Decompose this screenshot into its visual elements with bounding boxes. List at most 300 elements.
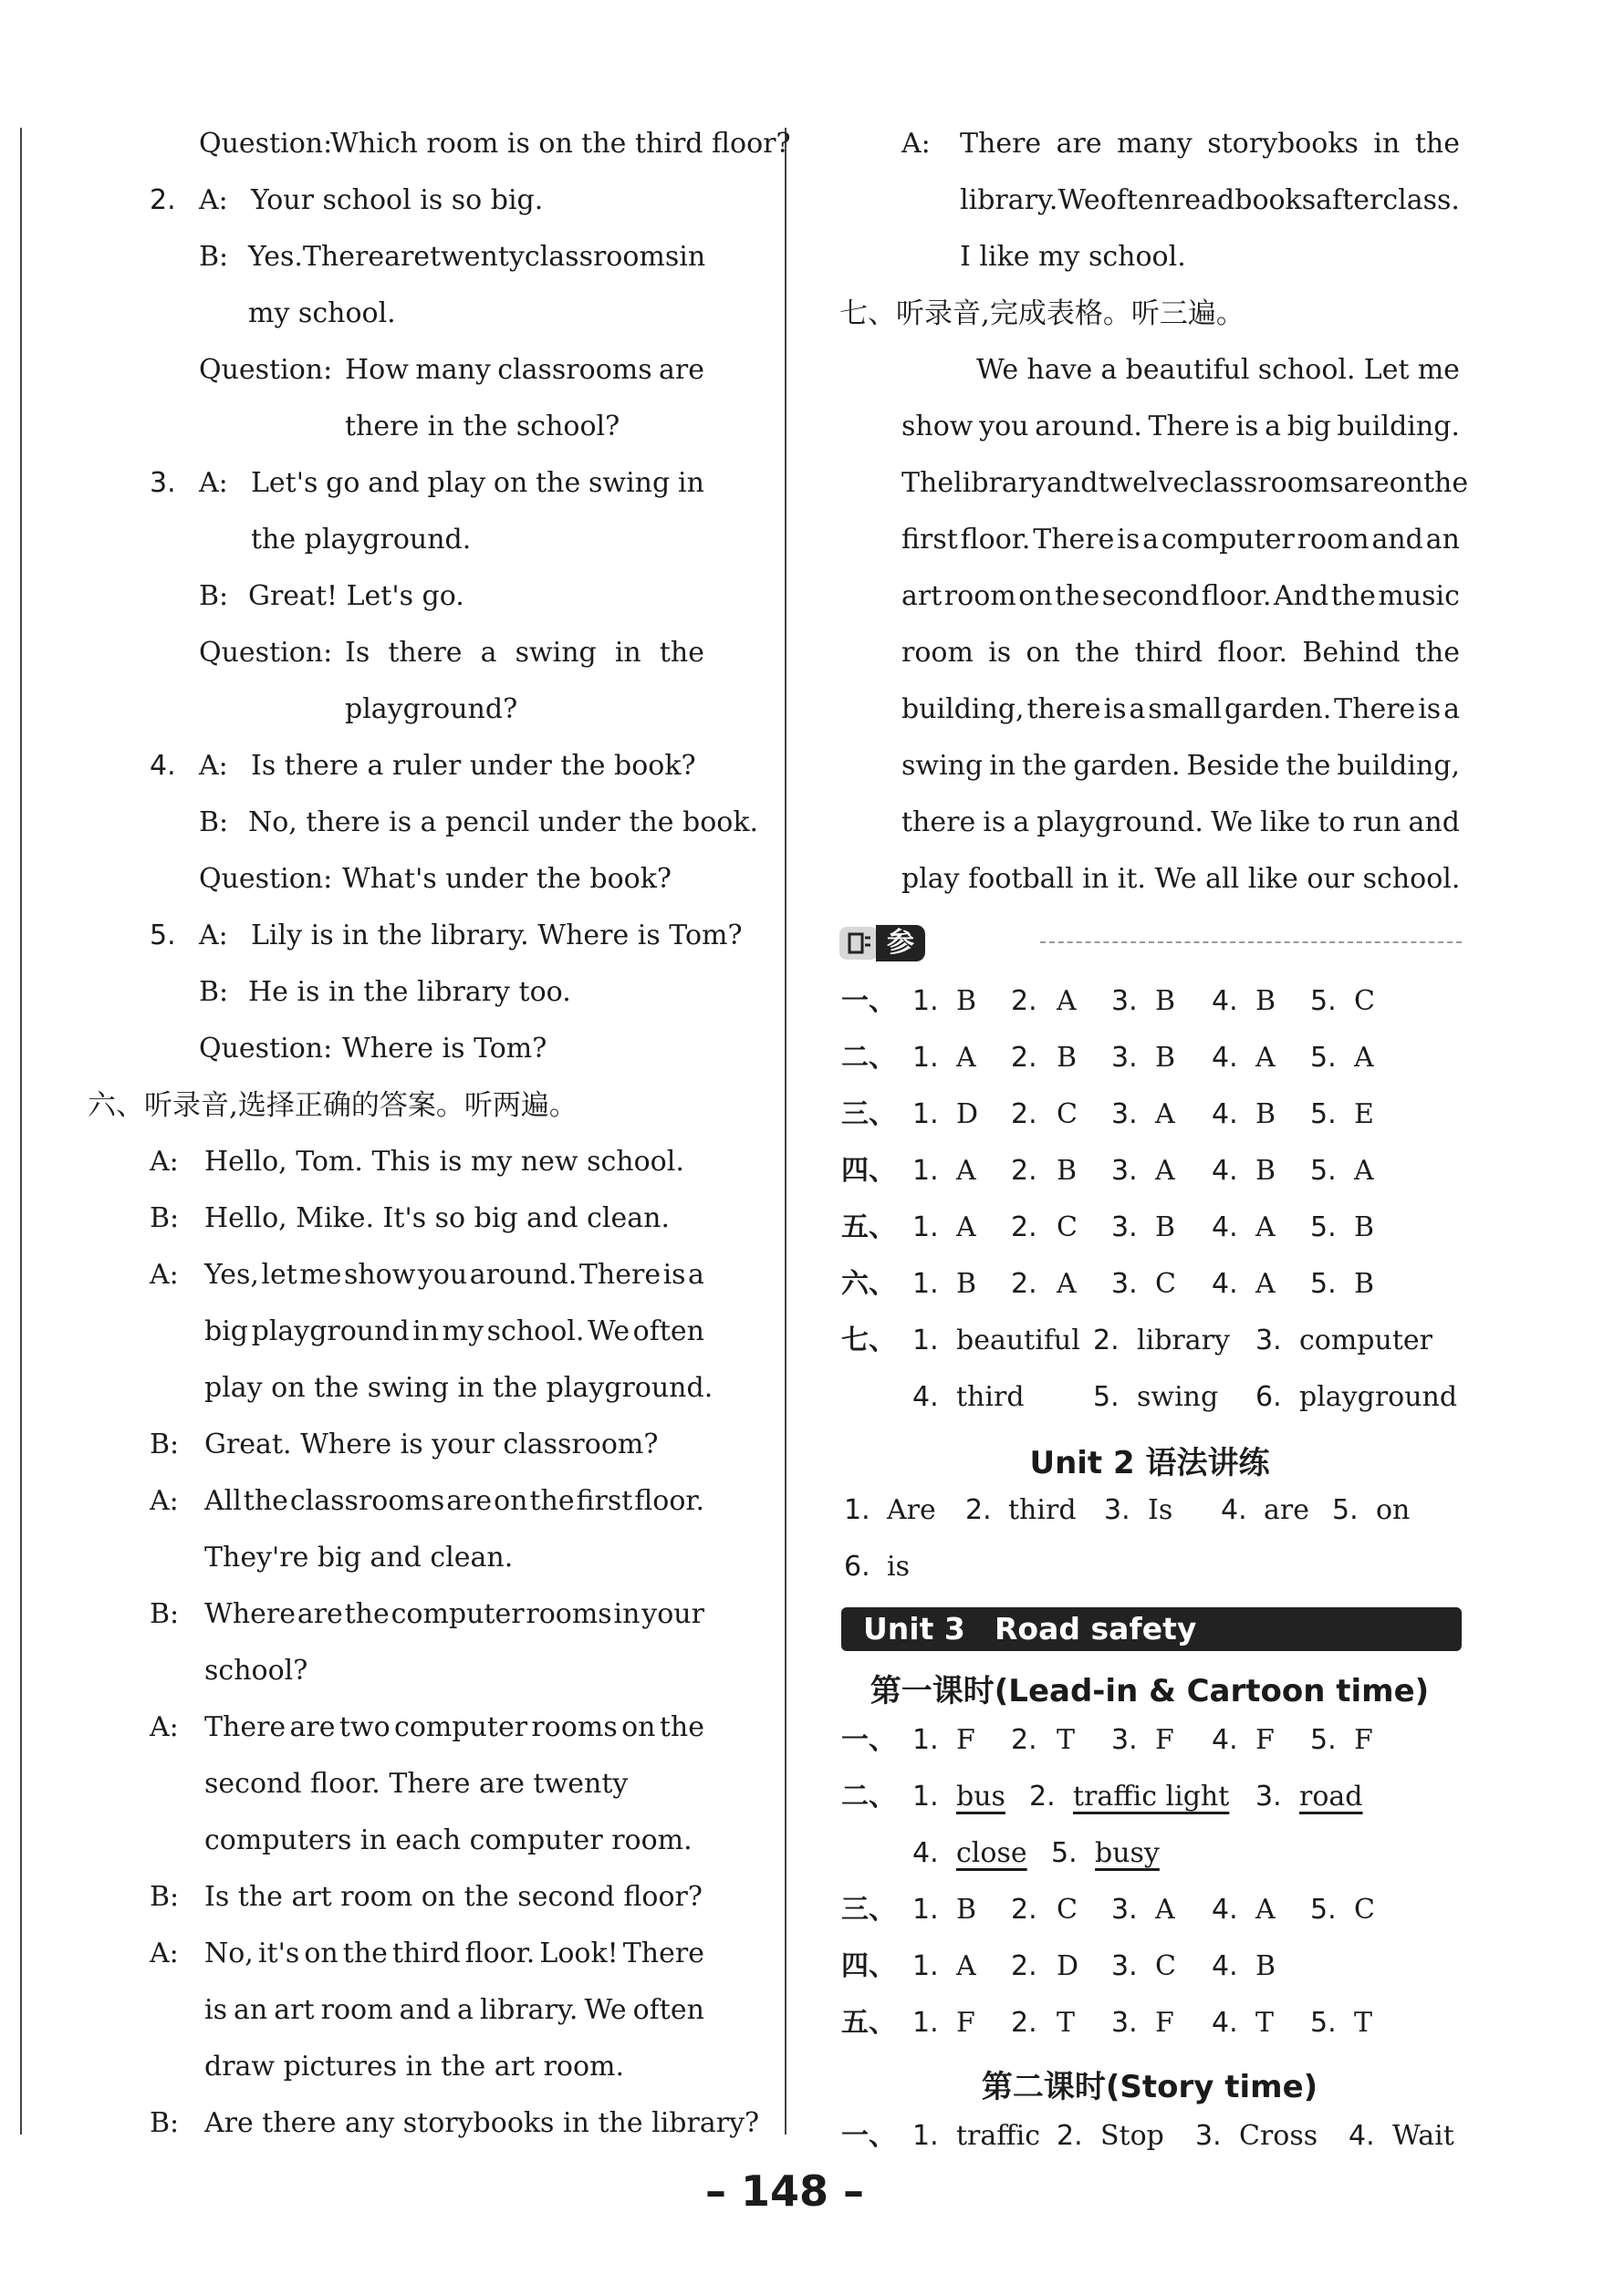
answer-value: B [1255, 1098, 1276, 1130]
word: floor. [464, 1938, 536, 1969]
answer-value: third [1008, 1494, 1077, 1526]
answer-number: 5. [1310, 2007, 1337, 2039]
word: big [1286, 410, 1331, 442]
word: show [901, 410, 974, 442]
answer-number: 1. [912, 1894, 939, 1926]
section-label: 五、 [841, 2007, 896, 2039]
dialog-line: Hello, Tom. This is my new school. [204, 1146, 684, 1178]
answer-number: 2. [1011, 1950, 1037, 1982]
dialog-line: Lily is in the library. Where is Tom? [251, 919, 743, 951]
word: show [343, 1259, 416, 1291]
answer-value: Is [1148, 1494, 1173, 1526]
dialog-line: No, there is a pencil under the book. [248, 806, 759, 838]
answer-number: 2. [1011, 1894, 1037, 1926]
dialog-line [251, 465, 704, 502]
lesson2-title: 第二课时(Story time) [981, 2069, 1318, 2105]
question-text [345, 635, 704, 671]
word: around. [469, 1259, 578, 1291]
dialog-line: Are there any storybooks in the library? [204, 2107, 760, 2139]
word: Look! [539, 1938, 619, 1969]
word: There [578, 1259, 661, 1291]
answer-value: on [1376, 1494, 1411, 1526]
passage-line [976, 352, 1460, 389]
word: art [901, 580, 943, 612]
dialog-line [204, 1257, 704, 1293]
section-label: 一、 [841, 2120, 896, 2152]
word: and [1047, 467, 1099, 499]
speaker-label: A: [199, 467, 228, 499]
word: in [613, 1598, 641, 1630]
word: it's [257, 1938, 300, 1969]
answer-number: 2. [1011, 1042, 1037, 1074]
word: art [274, 1994, 315, 2026]
word: on [494, 1485, 528, 1517]
answer-number: 4. [1212, 2007, 1238, 2039]
answer-value: F [1255, 1724, 1275, 1756]
book-icon [839, 927, 878, 960]
speaker-label: B: [199, 241, 229, 273]
question-label: Question: [199, 354, 333, 386]
word: playground [251, 1315, 410, 1347]
answer-number: 5. [1310, 1268, 1337, 1300]
answer-value: B [1255, 985, 1276, 1017]
answer-number: 4. [1212, 1724, 1238, 1756]
dialog-line: Is the art room on the second floor? [204, 1881, 703, 1913]
speaker-label: A: [199, 919, 228, 951]
answer-number: 1. [912, 1211, 939, 1243]
answer-value: A [1057, 985, 1077, 1017]
answer-value: B [956, 1268, 977, 1300]
answer-number: 2. [965, 1494, 992, 1526]
section-label: 四、 [841, 1155, 896, 1187]
speaker-label: B: [150, 1598, 180, 1630]
word: computer [1161, 524, 1295, 556]
word: are [384, 241, 431, 273]
answer-number: 4. [1212, 1950, 1238, 1982]
passage-line: play football in it. We all like our school. [901, 863, 1461, 895]
section-title-6: 六、听录音,选择正确的答案。听两遍。 [88, 1089, 578, 1122]
book-icon-glyph [839, 927, 878, 960]
answer-number: 4. [1212, 1268, 1238, 1300]
section-title-7: 七、听录音,完成表格。听三遍。 [839, 297, 1245, 330]
word: are [1343, 467, 1390, 499]
word: There [204, 1711, 286, 1743]
word: We [976, 354, 1019, 386]
word: Yes, [204, 1259, 259, 1291]
dialog-line [248, 239, 704, 275]
word: a [480, 637, 497, 669]
answer-number: 3. [1255, 1781, 1282, 1813]
word: an [1425, 524, 1460, 556]
answer-number: 1. [912, 1042, 939, 1074]
word: Let [1363, 354, 1410, 386]
answer-value: C [1057, 1211, 1078, 1243]
item-number: 3. [150, 467, 176, 499]
unit-label: Unit 3 [863, 1611, 965, 1647]
word: room [1297, 524, 1370, 556]
answer-number: 3. [1111, 1894, 1138, 1926]
word: floor. [634, 1485, 704, 1517]
section-label: 三、 [841, 1098, 896, 1130]
question-label: Question: [199, 863, 333, 895]
word: and [1371, 524, 1423, 556]
answer-number: 5. [1310, 1042, 1337, 1074]
speaker-label: A: [150, 1259, 179, 1291]
word: on [493, 467, 528, 499]
answer-number: 5. [1093, 1381, 1120, 1413]
answer-number: 3. [1111, 1724, 1138, 1756]
word: library. [479, 1994, 578, 2026]
word: There [302, 241, 385, 273]
answer-number: 4. [912, 1381, 939, 1413]
word: No, [204, 1938, 254, 1969]
answer-value: B [1155, 1211, 1176, 1243]
word: There [1334, 693, 1416, 725]
word: floor. [960, 524, 1031, 556]
unit3-banner [841, 1607, 1462, 1651]
word: beautiful [1125, 354, 1250, 386]
word: rooms [526, 1598, 612, 1630]
answer-number: 3. [1111, 1098, 1138, 1130]
dialog-line [204, 1314, 704, 1350]
answer-header-title: 参考答案 [876, 925, 925, 961]
answer-number: 2. [1011, 1155, 1037, 1187]
speaker-label: A: [150, 1485, 179, 1517]
answer-number: 6. [1255, 1381, 1282, 1413]
word: in [678, 467, 704, 499]
word: There [1033, 524, 1115, 556]
answer-number: 4. [1221, 1494, 1247, 1526]
answer-number: 3. [1111, 1042, 1138, 1074]
answer-value: A [1255, 1268, 1276, 1300]
word: often [632, 1315, 704, 1347]
section-label: 二、 [841, 1042, 896, 1074]
word: And [1274, 580, 1329, 612]
passage-line [901, 748, 1460, 784]
word: me [299, 1259, 342, 1291]
word: big [204, 1315, 249, 1347]
answer-value: close [956, 1837, 1027, 1869]
word: Yes. [248, 241, 303, 273]
word: room [943, 580, 1016, 612]
answer-number: 5. [1310, 1724, 1337, 1756]
word: class. [1382, 184, 1460, 216]
word: computer [394, 1711, 528, 1743]
word: play [427, 467, 486, 499]
word: a [1129, 693, 1146, 725]
answer-value: busy [1095, 1837, 1160, 1869]
word: There [622, 1938, 704, 1969]
word: floor. [1201, 580, 1272, 612]
word: the [1022, 750, 1068, 782]
word: many [415, 354, 491, 386]
word: a [688, 1259, 704, 1291]
answer-number: 2. [1011, 1268, 1037, 1300]
answer-value: A [1155, 1894, 1175, 1926]
word: twenty [430, 241, 525, 273]
word: a [457, 1994, 474, 2026]
word: in [412, 1315, 440, 1347]
word: read [1172, 184, 1235, 216]
answer-value: traffic light [1073, 1781, 1230, 1813]
section-label: 三、 [841, 1894, 896, 1926]
section-label: 五、 [841, 1211, 896, 1243]
word: and [399, 1994, 451, 2026]
question-text: What's under the book? [342, 863, 672, 895]
answer-number: 2. [1011, 1098, 1037, 1130]
passage-line [901, 465, 1469, 502]
word: storybooks [1207, 128, 1359, 160]
section-label: 一、 [841, 985, 896, 1017]
answer-value: A [956, 1950, 976, 1982]
speaker-label: A: [150, 1711, 179, 1743]
dialog-line: school? [204, 1655, 308, 1687]
word: Is [345, 637, 370, 669]
question-label: Question: [199, 637, 333, 669]
word: garden. [1073, 750, 1181, 782]
word: the [1055, 580, 1100, 612]
answer-value: Are [887, 1494, 936, 1526]
word: school. [1257, 354, 1356, 386]
answer-number: 1. [912, 1950, 939, 1982]
question-text: Where is Tom? [342, 1033, 547, 1065]
answer-number: 2. [1011, 1211, 1037, 1243]
word: playground. [1036, 806, 1203, 838]
word: in [614, 637, 641, 669]
unit-title: Road safety [995, 1611, 1197, 1647]
answer-value: F [956, 2007, 975, 2039]
word: two [339, 1711, 391, 1743]
answer-number: 1. [912, 2120, 939, 2152]
question-text: Which room is on the third floor? [330, 128, 791, 160]
answer-value: beautiful [956, 1325, 1080, 1356]
answer-number: 1. [844, 1494, 870, 1526]
page-number: – 148 – [704, 2166, 865, 2216]
answer-number: 5. [1310, 985, 1337, 1017]
answer-value: A [1255, 1211, 1276, 1243]
word: many [1117, 128, 1193, 160]
dialog-line: draw pictures in the art room. [204, 2051, 625, 2083]
dialog-line: Great. Where is your classroom? [204, 1429, 659, 1460]
speaker-label: B: [199, 580, 229, 612]
answer-number: 3. [1111, 1211, 1138, 1243]
word: is [1103, 693, 1127, 725]
answer-value: E [1354, 1098, 1374, 1130]
word: a [1142, 524, 1159, 556]
answer-number: 1. [912, 985, 939, 1017]
answer-value: Wait [1392, 2120, 1454, 2152]
word: on [304, 1938, 339, 1969]
word: building, [901, 693, 1025, 725]
answer-value: C [1057, 1894, 1078, 1926]
answer-value: A [1354, 1042, 1374, 1074]
word: the [1330, 580, 1376, 612]
answer-number: 5. [1310, 1211, 1337, 1243]
answer-value: B [956, 1894, 977, 1926]
word: your [641, 1598, 704, 1630]
answer-number: 4. [1349, 2120, 1375, 2152]
passage-line [901, 691, 1460, 728]
answer-number: 2. [1011, 2007, 1037, 2039]
answer-number: 4. [1212, 1155, 1238, 1187]
word: an [234, 1994, 268, 2026]
word: there [1026, 693, 1101, 725]
item-number: 4. [150, 750, 176, 782]
answer-number: 2. [1011, 985, 1037, 1017]
answer-value: A [1057, 1268, 1077, 1300]
answer-value: playground [1299, 1381, 1458, 1413]
word: are [446, 1485, 493, 1517]
word: classrooms [1189, 467, 1344, 499]
word: rooms [531, 1711, 618, 1743]
word: is [1235, 410, 1259, 442]
dialog-line: my school. [248, 297, 396, 329]
word: swing [588, 467, 671, 499]
word: We [1210, 806, 1254, 838]
question-text: playground? [345, 693, 518, 725]
word: How [345, 354, 409, 386]
dialog-line: He is in the library too. [248, 976, 571, 1008]
question-label: Question: [199, 128, 333, 160]
word: on [1026, 637, 1060, 669]
word: library [953, 467, 1047, 499]
word: books [1234, 184, 1317, 216]
answer-value: B [956, 985, 977, 1017]
word: often [632, 1994, 704, 2026]
left-margin-rule [20, 128, 22, 2135]
answer-value: A [956, 1042, 976, 1074]
word: and [1408, 806, 1460, 838]
answer-value: library [1137, 1325, 1230, 1356]
answer-number: 4. [1212, 1098, 1238, 1130]
answer-value: F [1354, 1724, 1373, 1756]
word: run [1352, 806, 1401, 838]
lesson1-title: 第一课时(Lead-in & Cartoon time) [870, 1673, 1430, 1709]
speaker-label: B: [150, 1881, 180, 1913]
word: classrooms [497, 354, 652, 386]
answer-value: swing [1137, 1381, 1219, 1413]
word: small [1148, 693, 1223, 725]
dialog-line [204, 1709, 704, 1746]
word: to [1318, 806, 1346, 838]
word: is [204, 1994, 227, 2026]
answer-number: 2. [1057, 2120, 1083, 2152]
word: We [587, 1315, 630, 1347]
speaker-label: B: [199, 806, 229, 838]
word: swing [901, 750, 984, 782]
answer-value: A [1255, 1042, 1276, 1074]
answer-value: A [956, 1155, 976, 1187]
column-divider [785, 128, 786, 2135]
word: are [297, 1598, 343, 1630]
word: the [1286, 750, 1331, 782]
answer-value: is [887, 1551, 910, 1583]
word: the [1423, 467, 1469, 499]
question-text: there in the school? [345, 410, 620, 442]
word: We [1057, 184, 1100, 216]
word: often [1099, 184, 1172, 216]
section-label: 六、 [841, 1268, 896, 1300]
word: in [679, 241, 706, 273]
word: a [1265, 410, 1281, 442]
word: room [901, 637, 974, 669]
speaker-label: B: [150, 1202, 180, 1234]
word: on [621, 1711, 656, 1743]
answer-value: T [1057, 2007, 1076, 2039]
passage-line [901, 409, 1460, 445]
speaker-label: A: [901, 128, 931, 160]
word: All [204, 1485, 242, 1517]
answer-value: C [1354, 1894, 1375, 1926]
answer-number: 1. [912, 1781, 939, 1813]
word: There [960, 128, 1042, 160]
dialog-line [204, 1936, 704, 1972]
section-label: 二、 [841, 1781, 896, 1813]
answer-number: 3. [1111, 985, 1138, 1017]
word: there [388, 637, 463, 669]
answer-number: 4. [1212, 985, 1238, 1017]
answer-value: computer [1299, 1325, 1432, 1356]
dialog-line [960, 182, 1460, 219]
word: on [1389, 467, 1423, 499]
word: music [1378, 580, 1460, 612]
word: Behind [1302, 637, 1401, 669]
dialog-line [204, 1596, 704, 1633]
answer-number: 2. [1093, 1325, 1120, 1356]
answer-value: D [956, 1098, 979, 1130]
answer-value: A [956, 1211, 976, 1243]
answer-value: B [1057, 1155, 1078, 1187]
dialog-line [204, 1483, 704, 1520]
answer-number: 5. [1310, 1098, 1337, 1130]
dialog-line: Great! Let's go. [248, 580, 464, 612]
word: my [442, 1315, 484, 1347]
answer-number: 1. [912, 1325, 939, 1356]
speaker-label: A: [150, 1146, 179, 1178]
answer-value: B [1155, 985, 1176, 1017]
word: is [662, 1259, 686, 1291]
answer-number: 4. [912, 1837, 939, 1869]
word: Beside [1186, 750, 1280, 782]
answer-number: 5. [1310, 1894, 1337, 1926]
answer-number: 1. [912, 1155, 939, 1187]
answer-value: B [1057, 1042, 1078, 1074]
answer-number: 4. [1212, 1894, 1238, 1926]
answer-value: F [956, 1724, 975, 1756]
answer-value: C [1155, 1268, 1176, 1300]
answer-number: 1. [912, 1724, 939, 1756]
answer-number: 5. [1332, 1494, 1359, 1526]
speaker-label: B: [150, 2107, 180, 2139]
word: is [1117, 524, 1141, 556]
word: There [1148, 410, 1230, 442]
answer-value: C [1155, 1950, 1176, 1982]
dialog-line: I like my school. [960, 241, 1186, 273]
answer-value: D [1057, 1950, 1079, 1982]
answer-value: A [1155, 1155, 1175, 1187]
answer-value: bus [956, 1781, 1005, 1813]
dialog-line: Is there a ruler under the book? [251, 750, 696, 782]
word: are [658, 354, 704, 386]
word: you [417, 1259, 468, 1291]
answer-value: A [1255, 1894, 1276, 1926]
answer-value: third [956, 1381, 1025, 1413]
word: building. [1337, 410, 1460, 442]
speaker-label: A: [199, 750, 228, 782]
word: is [983, 806, 1006, 838]
answer-value: A [1155, 1098, 1175, 1130]
answer-value: T [1057, 1724, 1076, 1756]
